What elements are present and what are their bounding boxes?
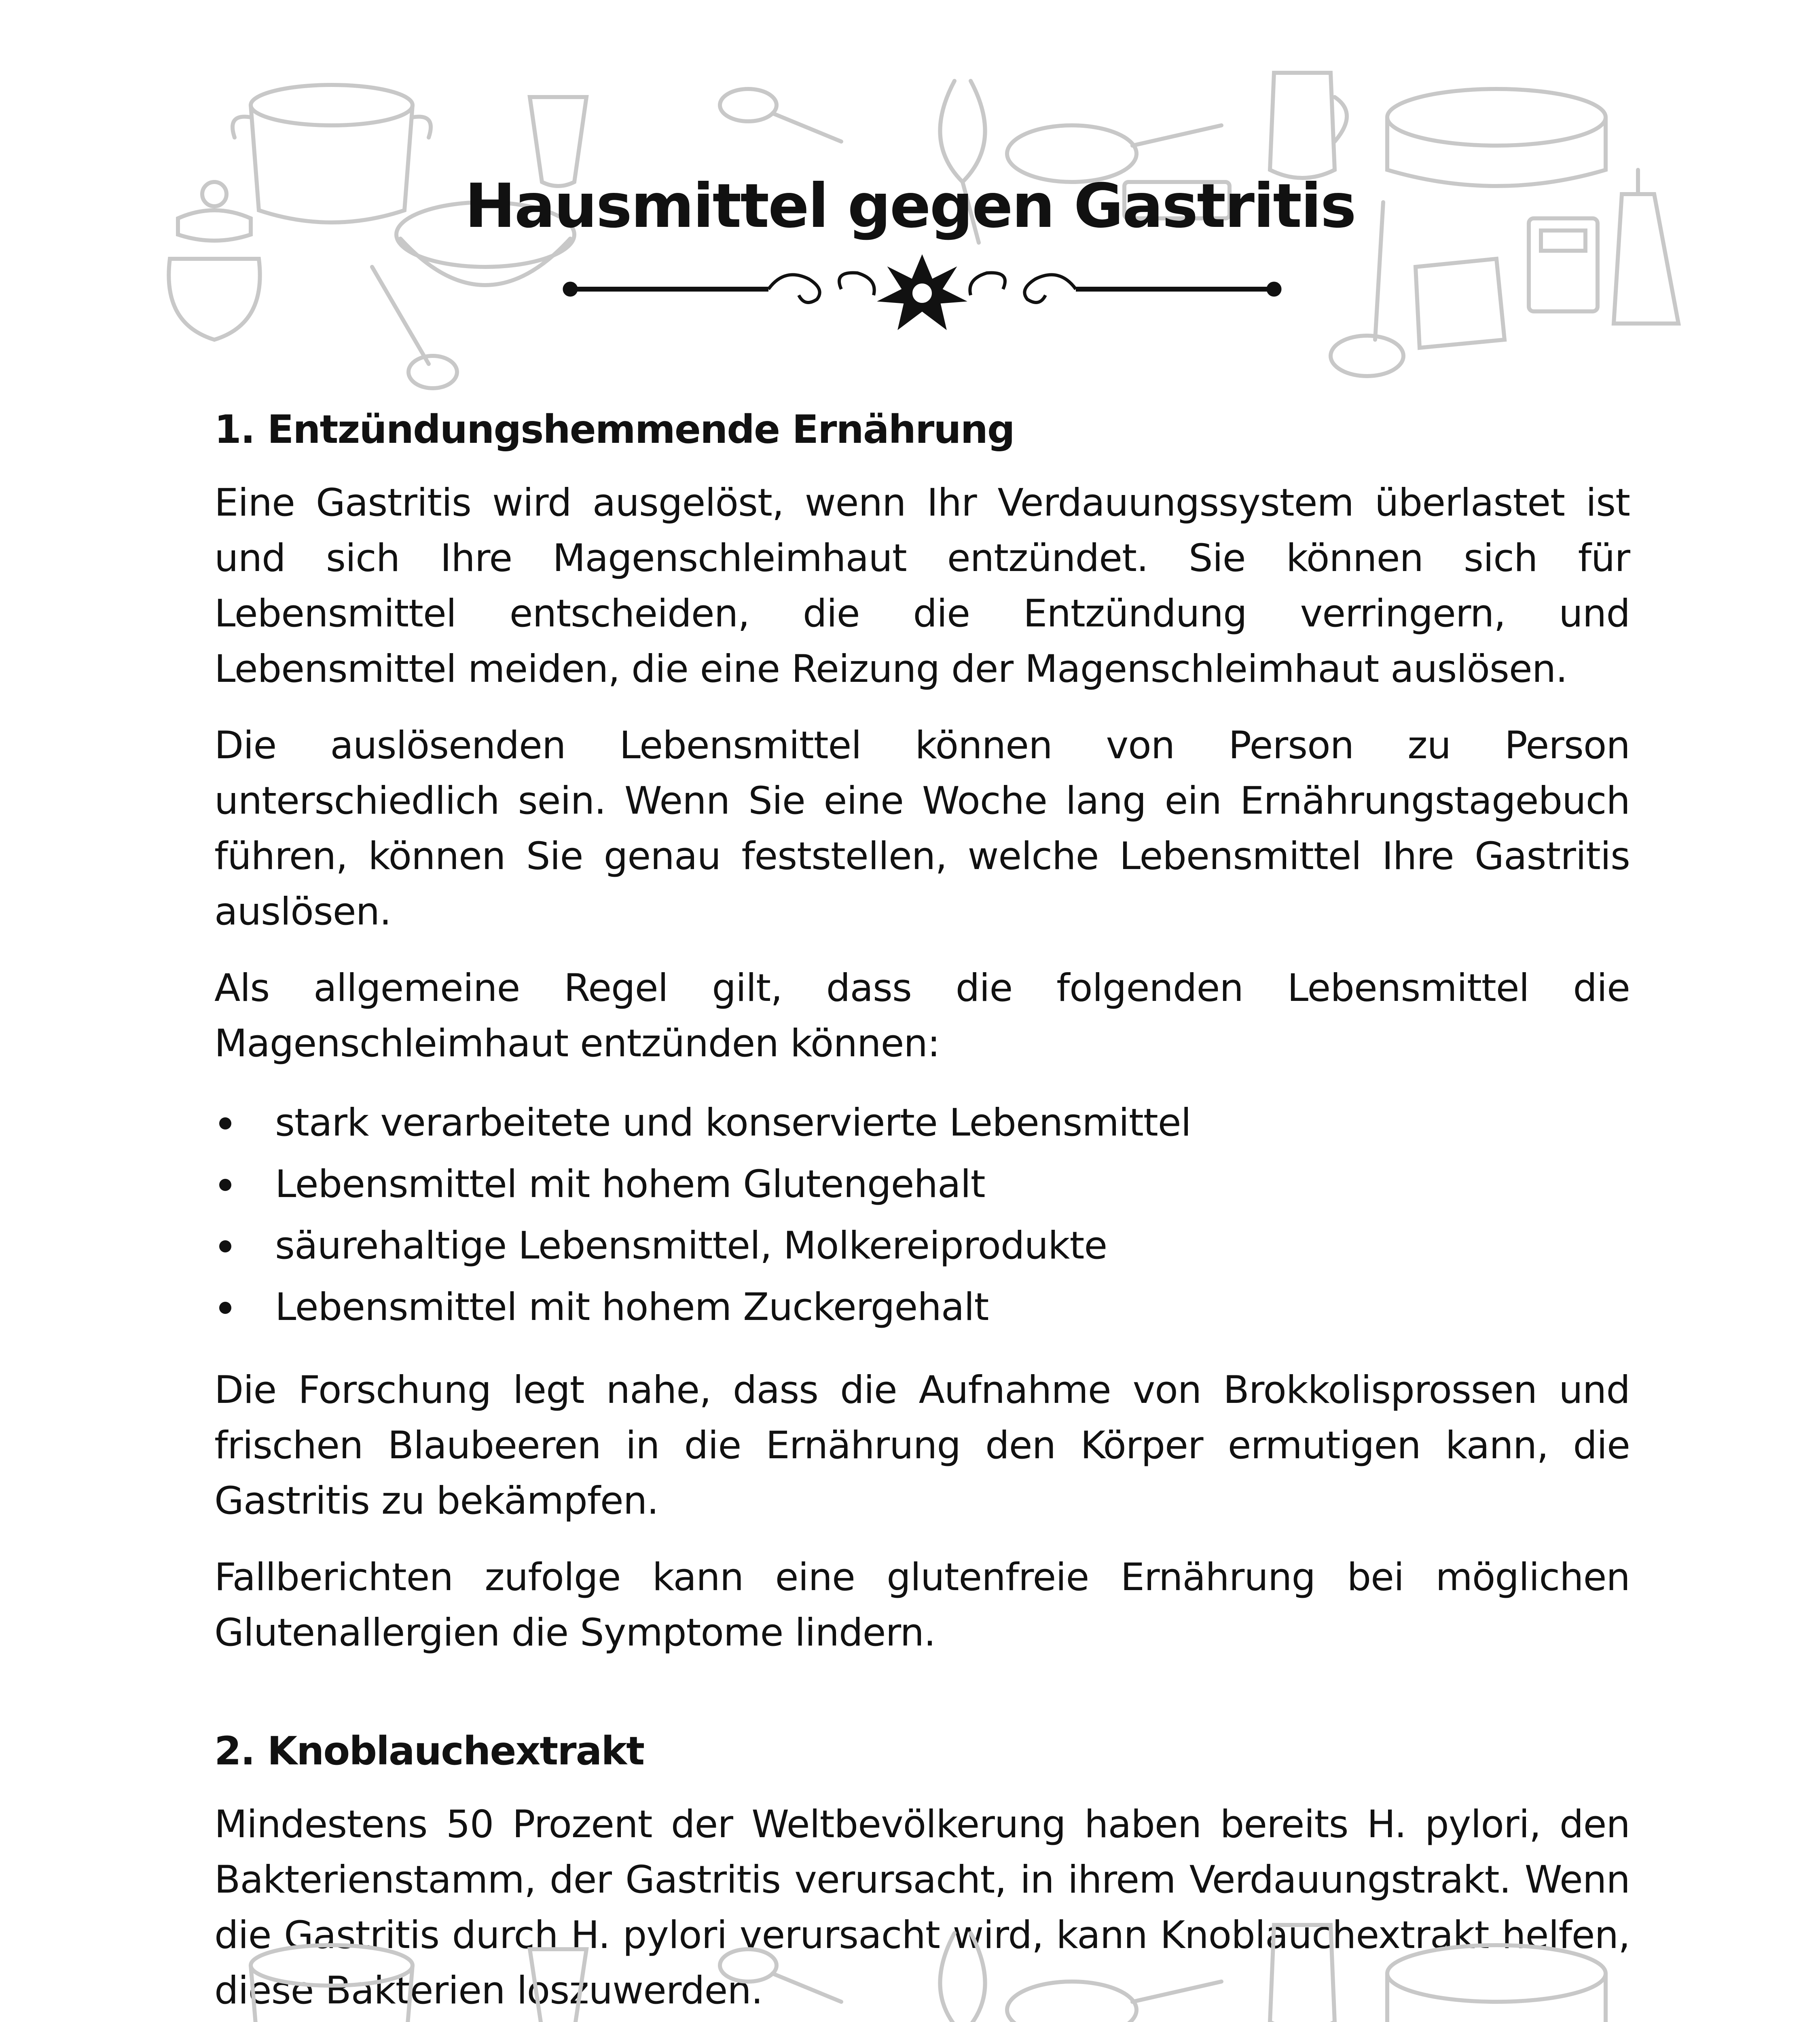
- paragraph: Die auslösenden Lebensmittel können von Person zu Person unterschiedlich sein. Wenn Sie eine Woche lang ein Ernährungstagebuch führen, können Sie genau feststellen, welche Lebensmittel Ihre Gastritis auslösen.: [214, 723, 1630, 934]
- list-item-text: stark verarbeitete und konservierte Lebensmittel: [275, 1100, 1191, 1145]
- title-divider-ornament: [558, 251, 1286, 344]
- jug-icon: [1270, 1925, 1335, 2022]
- section-heading: 1. Entzündungshemmende Ernährung: [214, 407, 1014, 452]
- list-item-text: säurehaltige Lebensmittel, Molkereiprodukte: [275, 1223, 1107, 1268]
- cooking-pot-icon: [251, 1945, 413, 2022]
- section-spacer: [214, 1681, 1630, 1726]
- page-title: Hausmittel gegen Gastritis: [465, 171, 1355, 241]
- ladle-icon: [372, 267, 457, 388]
- list-item-text: Lebensmittel mit hohem Zuckergehalt: [275, 1285, 989, 1329]
- bullet-icon: [219, 1240, 231, 1252]
- list-item-text: Lebensmittel mit hohem Glutengehalt: [275, 1162, 985, 1206]
- list-item: [214, 1277, 1630, 1338]
- bullet-icon: [219, 1117, 231, 1129]
- trigger-food-list: [214, 1092, 1630, 1338]
- kitchen-doodle-footer: [0, 1909, 1820, 2022]
- bullet-icon: [219, 1302, 231, 1314]
- title-divider-ornament-art: [558, 251, 1286, 344]
- paragraph: Die Forschung legt nahe, dass die Aufnahme von Brokkolisprossen und frischen Blaubeeren in die Ernährung den Körper ermutigen kann, die Gastritis zu bekämpfen.: [214, 1368, 1630, 1523]
- article-body: [214, 404, 1630, 2022]
- whisk-icon: [940, 1933, 985, 2022]
- paragraph: Eine Gastritis wird ausgelöst, wenn Ihr Verdauungssystem überlastet ist und sich Ihre Magenschleimhaut entzündet. Sie können sich für Lebensmittel entscheiden, die die Entzündung verringern, und Lebensmittel meiden, die eine Reizung der Magenschleimhaut auslösen.: [214, 480, 1630, 691]
- section-inflammation-diet: [214, 404, 1630, 1660]
- paragraph: Mindestens 50 Prozent der Weltbevölkerung haben bereits H. pylori, den Bakterienstamm, der Gastritis verursacht, in ihrem Verdauungstrakt. Wenn die Gastritis durch H. pylori verursacht wird, kann Knoblauchextrakt helfen, diese Bakterien loszuwerden.: [214, 1802, 1630, 2013]
- rolled-paper-icon: [1416, 259, 1505, 348]
- paragraph: Als allgemeine Regel gilt, dass die folgenden Lebensmittel die Magenschleimhaut entzünden können:: [214, 966, 1630, 1066]
- frying-pan-icon: [1007, 1982, 1221, 2022]
- spoon-icon: [720, 1949, 841, 2002]
- bullet-icon: [219, 1179, 231, 1191]
- cake-tin-icon: [1387, 1945, 1606, 2022]
- list-item: [214, 1154, 1630, 1215]
- flower-icon: [878, 255, 967, 330]
- list-item: [214, 1092, 1630, 1154]
- kitchen-doodle-footer-art: [0, 1909, 1820, 2022]
- paragraph: Fallberichten zufolge kann eine glutenfreie Ernährung bei möglichen Glutenallergien die Symptome lindern.: [214, 1555, 1630, 1655]
- jug-icon: [1270, 73, 1347, 178]
- section-heading: 2. Knoblauchextrakt: [214, 1728, 644, 1774]
- spoon-icon: [720, 89, 841, 142]
- list-item: [214, 1215, 1630, 1277]
- glass-icon: [530, 1949, 586, 2022]
